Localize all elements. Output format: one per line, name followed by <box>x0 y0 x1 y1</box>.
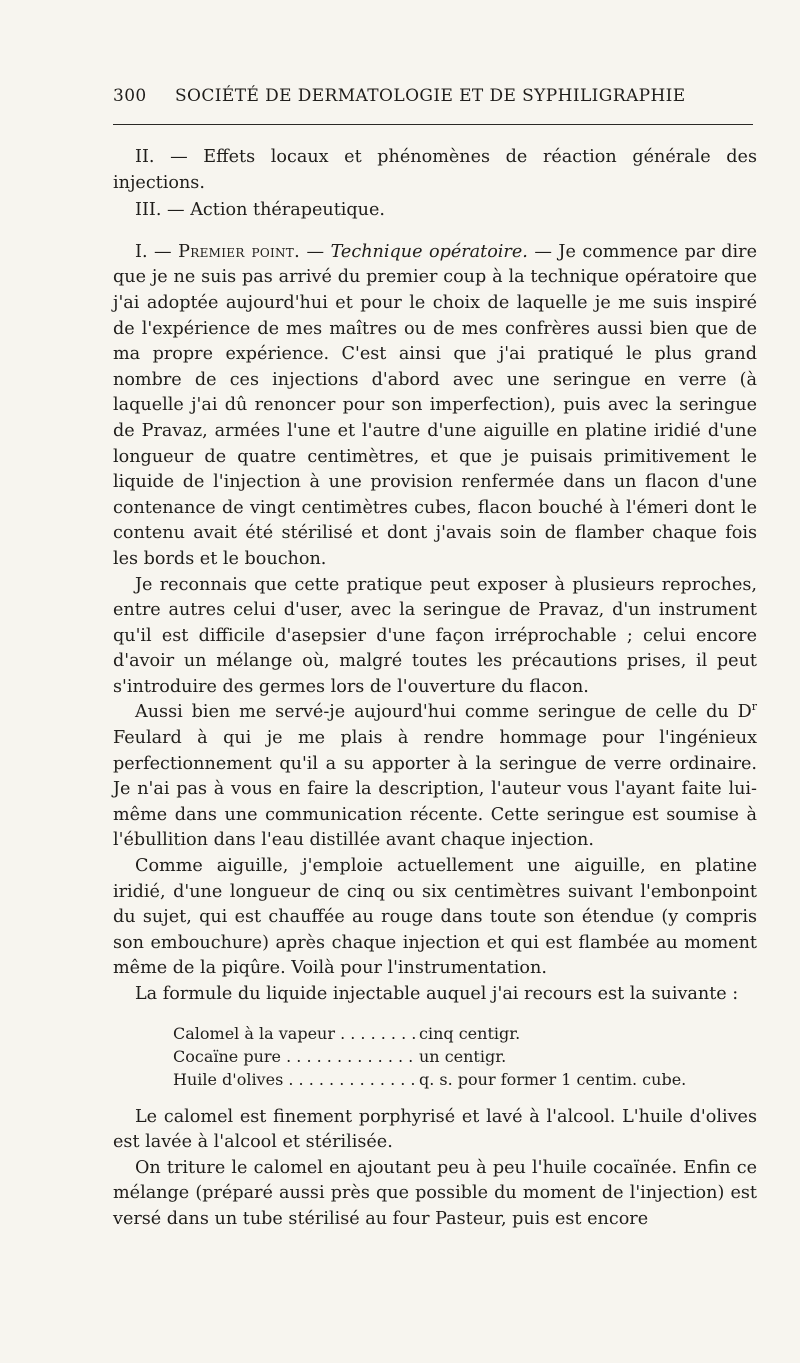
formula-quantity: q. s. pour former 1 centim. cube. <box>419 1069 687 1089</box>
paragraph-formule-intro: La formule du liquide injectable auquel j'ai recours est la suivante : <box>135 984 739 1004</box>
section-1-paragraph <box>113 240 757 573</box>
section-number: I. — <box>135 241 172 262</box>
formula-row <box>173 1068 757 1091</box>
formula-ingredient: Calomel à la vapeur . . . <box>173 1022 419 1045</box>
formula-ingredient: Huile d'olives . . . <box>173 1068 419 1091</box>
paragraph-seringue <box>113 700 757 854</box>
doctor-abbrev-sup: r <box>751 700 757 714</box>
paragraph-calomel: Le calomel est finement porphyrisé et lavé à l'alcool. L'huile d'olives est lavée à l'alcool et stérilisée. <box>113 1106 757 1153</box>
running-title: SOCIÉTÉ DE DERMATOLOGIE ET DE SYPHILIGRAPHIE <box>175 86 686 106</box>
paragraph-aiguille: Comme aiguille, j'emploie actuellement une aiguille, en platine iridié, d'une longueur de cinq ou six centimètres suivant l'embonpoint du sujet, qui est chauffée au rouge dans toute son étendue (y compris son embouchure) après chaque injection et qui est flambée au moment même de la piqûre. Voilà pour l'instrumentation. <box>113 856 757 979</box>
section-label: Premier point. <box>178 241 300 262</box>
formula-row <box>173 1045 757 1068</box>
running-header <box>113 86 753 106</box>
formula-row <box>173 1022 757 1045</box>
paragraph-seringue-start: Aussi bien me servé-je aujourd'hui comme seringue de celle du D <box>135 702 752 723</box>
formula-table <box>173 1022 757 1091</box>
outline-item-3: III. — Action thérapeutique. <box>135 200 386 221</box>
body-text <box>113 145 757 1233</box>
header-rule <box>113 124 753 125</box>
section-1-text: — Je commence par dire que je ne suis pas arrivé du premier coup à la technique opératoire que j'ai adoptée aujourd'hui et pour le choix de laquelle je me suis inspiré de l'expérience de mes maîtres ou de mes confrères aussi bien que de ma propre expérience. C'est ainsi que j'ai pratiqué le plus grand nombre de ces injections d'abord avec une seringue en verre (à laquelle j'ai dû renoncer pour son imperfection), puis avec la seringue de Pravaz, armées l'une et l'autre d'une aiguille en platine iridié d'une longueur de quatre centimètres, et que je puisais primitivement le liquide de l'injection à une provision renfermée dans un flacon d'une contenance de vingt centimètres cubes, flacon bouché à l'émeri dont le contenu avait été stérilisé et dont j'avais soin de flamber chaque fois les bords et le bouchon. <box>113 241 757 569</box>
formula-quantity: cinq centigr. <box>419 1023 521 1043</box>
paragraph-reproches: Je reconnais que cette pratique peut exposer à plusieurs reproches, entre autres celui d'user, avec la seringue de Pravaz, d'un instrument qu'il est difficile d'asepsier d'une façon irréprochable ; celui encore d'avoir un mélange où, malgré toutes les précautions prises, il peut s'introduire des germes lors de l'ouverture du flacon. <box>113 574 757 697</box>
paragraph-trituration: On triture le calomel en ajoutant peu à peu l'huile cocaïnée. Enfin ce mélange (préparé aussi près que possible du moment de l'injection) est versé dans un tube stérilisé au four Pasteur, puis est encore <box>113 1157 757 1229</box>
paragraph-seringue-end: Feulard à qui je me plais à rendre hommage pour l'ingénieux perfectionnement qu'il a su apporter à la seringue de verre ordinaire. Je n'ai pas à vous en faire la description, l'auteur vous l'ayant faite lui-même dans une communication récente. Cette seringue est soumise à l'ébullition dans l'eau distillée avant chaque injection. <box>113 728 757 851</box>
formula-quantity: un centigr. <box>419 1046 507 1066</box>
outline-item-2: II. — Effets locaux et phénomènes de réaction générale des injections. <box>113 147 757 193</box>
page-number: 300 <box>113 86 147 106</box>
section-title: Technique opératoire. <box>330 241 528 262</box>
formula-ingredient: Cocaïne pure . . . <box>173 1045 419 1068</box>
section-dash: — <box>300 241 331 262</box>
